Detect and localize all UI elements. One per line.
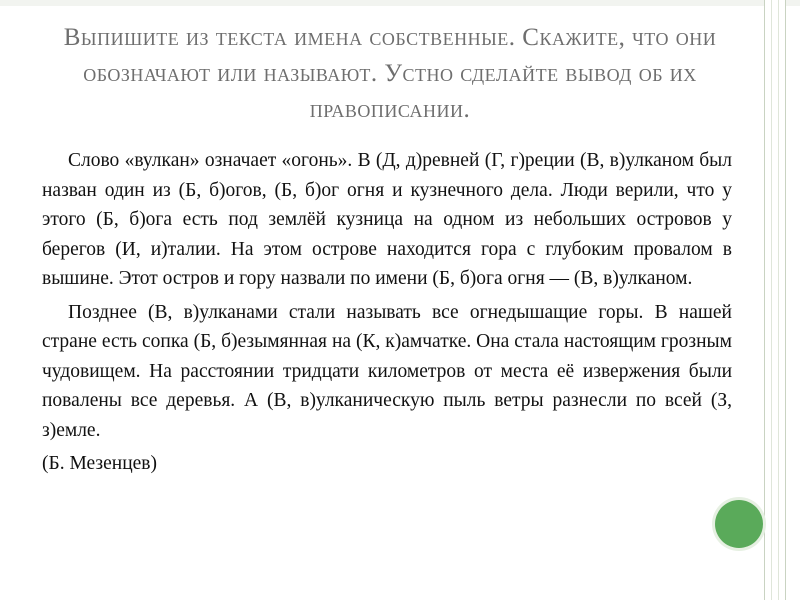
green-circle-decoration — [715, 500, 763, 548]
paragraph-2: Позднее (В, в)улканами стали называть все огнедышащие горы. В нашей стране есть сопка (Б, б)езымянная на (К, к)амчатке. Она стала настоящим грозным чудовищем. На расстоянии тридцати километров от места её извержения были повалены все деревья. А (В, в)улканическую пыль ветры разнесли по всей (З, з)емле. — [42, 301, 732, 441]
slide-top-border — [0, 0, 800, 6]
slide-title: Выпишите из текста имена собственные. Скажите, что они обозначают или называют. Устно сделайте вывод об их правописании. — [63, 24, 717, 123]
author-attribution: (Б. Мезенцев) — [42, 453, 158, 474]
slide-right-frame-inner — [771, 0, 779, 600]
slide-body — [42, 146, 732, 479]
paragraph-1: Слово «вулкан» означает «огонь». В (Д, д)ревней (Г, г)реции (В, в)улканом был назван один из (Б, б)огов, (Б, б)ог огня и кузнечного дела. Люди верили, что у этого (Б, б)ога есть под землёй кузница на одном из небольших островов у берегов (И, и)талии. На этом острове находится гора с глубоким провалом в вышине. Этот остров и гору назвали по имени (Б, б)ога огня — (В, в)улканом. — [42, 150, 732, 289]
